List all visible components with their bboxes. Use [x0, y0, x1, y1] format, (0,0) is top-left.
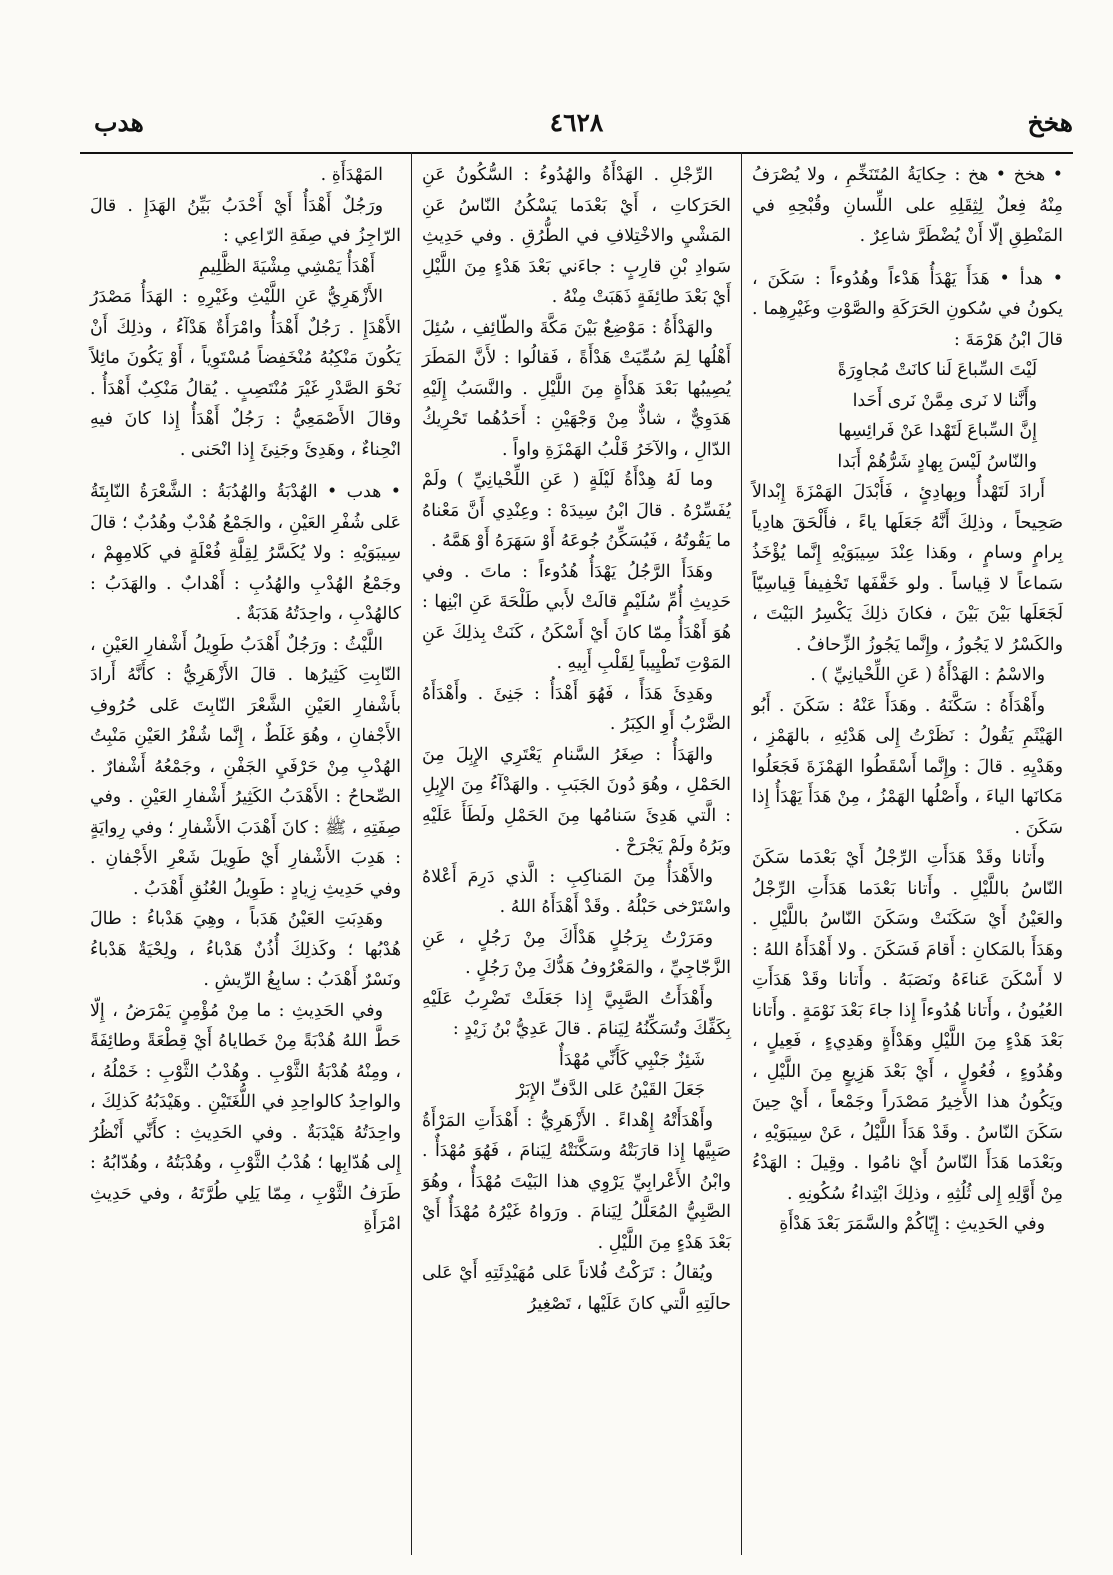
dictionary-entry: • هخخ • هخ : حِكايَةُ المُتَنَخِّمِ ، ولا يُصْرَفُ مِنْهُ فِعلٌ لِثِقَلِهِ على اللِّسانِ وقُبْحِهِ في المَنْطِقِ إلّا أَنْ يُضْطَرَّ شاعِرٌ .: [752, 165, 1063, 246]
column-left: [80, 152, 411, 1555]
verse-line: إِنَّ السِّباعَ لَتَهْدا عَنْ فَرائِسِها: [838, 421, 1037, 441]
paragraph: وهَدَأَ الرَّجُلُ يَهْدَأُ هُدُوءاً : ماتَ . وفي حَدِيثِ أُمِّ سُلَيْمٍ قالَتْ لأَبي طَلْحَةَ عَنِ ابْنِها : هُوَ أَهْدَأُ مِمّا كانَ أَيْ أَسْكَنُ ، كَنَتْ بِذلِكَ عَنِ المَوْتِ تَطْيِيباً لِقَلْبِ أَبِيهِ .: [422, 561, 731, 673]
dictionary-entry: • هدأ • هَدَأَ يَهْدَأُ هَدْءاً وهُدُوءاً : سَكَنَ ، يكونُ في سُكونِ الحَرَكَةِ والصَّوْتِ وغَيْرِهِما . قالَ ابْنُ هَرْمَةَ :: [752, 268, 1063, 350]
paragraph: أَرادَ لَتَهْدأُ وبِهادِئٍ ، فَأَبْدَلَ الهَمْزَةَ إِبْدالاً صَحِيحاً ، وذلِكَ أَنَّهُ جَعَلَها ياءً ، فأَلْحَقَ هادِياً بِرامٍ وسامٍ ، وهَذا عِنْدَ سِيبَوَيْهِ إِنَّما يُؤْخَذُ سَماعاً لا قِياساً . ولو خَفَّفَها تَخْفِيفاً قِياسِيّاً لَجَعَلَها بَيْنَ بَيْنَ ، فكانَ ذلِكَ يَكْسِرُ البَيْتَ ، والكَسْرُ لا يَجُوزُ ، وإِنَّما يَجُوزُ الزِّحافُ .: [752, 482, 1063, 655]
header-left-word: هدب: [94, 108, 144, 137]
text-columns: [80, 152, 1073, 1555]
paragraph: والأَهْدَأُ مِنَ المَناكِبِ : الَّذي دَرِمَ أَعْلاهُ واسْتَرْخى حَبْلُهُ . وقَدْ أَهْدَأَهُ اللهُ .: [422, 866, 731, 917]
paragraph: المَهْدَأَةِ .: [320, 165, 383, 185]
verse-line: لَيْتَ السِّباعَ لَنا كانَتْ مُجاوِرَةً: [837, 360, 1037, 380]
verse-line: جَعَلَ القَيْنُ عَلى الدَّفِّ الإِبَرْ: [516, 1080, 705, 1100]
paragraph: وفي الحَدِيثِ : إِيّاكُمْ والسَّمَرَ بَعْدَ هَدْأَةِ: [779, 1214, 1045, 1234]
column-middle: [411, 152, 742, 1555]
paragraph: ورَجُلٌ أَهْدَأُ أَيْ أَحْدَبُ بَيِّنُ الهَدَإِ . قالَ الرّاجِزُ في صِفَةِ الرّاعِي :: [90, 195, 401, 246]
paragraph: وأَهْدَأَتُ الصَّبِيَّ إِذا جَعَلَتْ تَضْرِبُ عَلَيْهِ بِكَفِّكَ وتُسَكِّنُهُ لِيَنامَ . قالَ عَدِيُّ بْنُ زَيْدٍ :: [422, 988, 731, 1039]
paragraph: والهَدَأُ : صِغَرُ السَّنامِ يَعْتَرِي الإِبِلَ مِنَ الحَمْلِ ، وهُوَ دُونَ الجَبَبِ . والهَدْآءُ مِنَ الإِبِلِ : الَّتي هَدِئَ سَنامُها مِنَ الحَمْلِ ولَطَأَ عَلَيْهِ وبَرُهُ ولَمْ يَجْرَحْ .: [422, 744, 731, 856]
paragraph: اللَّيْثُ : ورَجُلٌ أَهْدَبُ طَوِيلُ أَشْفارِ العَيْنِ ، النّابِتِ كَثِيرُها . قالَ الأَزْهَرِيُّ : كأَنَّهُ أَرادَ بأَشْفارِ العَيْنِ الشَّعْرَ النّابِتَ عَلى حُرُوفِ الأَجْفانِ ، وهُوَ غَلَطٌ ، إِنَّما شُفْرُ العَيْنِ مَنْبِتُ الهُدْبِ مِنْ حَرْفَيِ الجَفْنِ ، وجَمْعُهُ أَشْفارٌ . الصِّحاحُ : الأَهْدَبُ الكَثِيرُ أَشْفارِ العَيْنِ . وفي صِفَتِهِ ، ﷺ : كانَ أَهْدَبَ الأَشْفارِ ؛ وفي رِوايَةٍ : هَدِبَ الأَشْفارِ أَيْ طَوِيلَ شَعْرِ الأَجْفانِ . وفي حَدِيثِ زِيادٍ : طَوِيلُ العُنُقِ أَهْدَبُ .: [90, 634, 401, 899]
paragraph: والاسْمُ : الهَدْأَةُ ( عَنِ اللِّحْيانِيِّ ) .: [810, 665, 1045, 685]
paragraph: وفي الحَدِيثِ : ما مِنْ مُؤْمِنٍ يَمْرَضُ ، إِلّا حَطَّ اللهُ هُدْبَةً مِنْ خَطاياهُ أَيْ قِطْعَةً وطائِفَةً ، ومِنْهُ هُدْبَةُ الثَّوْبِ . وهُدْبُ الثَّوْبِ : خَمْلُهُ ، والواحِدُ كالواحِدِ في اللُّغَتَيْنِ . وهَيْدَبُهُ كَذلِكَ ، واحِدَتُهُ هَيْدَبَةٌ . وفي الحَدِيثِ : كأَنِّي أَنْظُرُ إِلى هُدّابِها ؛ هُدْبُ الثَّوْبِ ، وهُدْبَتُهُ ، وهُدّابُهُ : طَرَفُ الثَّوْبِ ، مِمّا يَلِي طُرَّتَهُ ، وفي حَدِيثِ امْرَأَةِ: [90, 1000, 401, 1234]
paragraph: وأَهْدَأَتْهُ إِهْداءً . الأَزْهَرِيُّ : أَهْدَأَتِ المَرْأَةُ صَبِيَّها إِذا قارَبَتْهُ وسَكَّنَتْهُ لِيَنامَ ، فَهُوَ مُهْدَأٌ . وابْنُ الأَعْرابِيِّ يَرْوِي هذا البَيْتَ مُهْدَأٌ ، وهُوَ الصَّبِيُّ المُعَلَّلُ لِيَنامَ . ورَواهُ غَيْرُهُ مُهْدَأٌ أَيْ بَعْدَ هَدْءٍ مِنَ اللَّيْلِ .: [422, 1110, 731, 1253]
verse-line: وأَنَّنا لا نَرى مِمَّنْ نَرى أَحَدا: [852, 390, 1037, 411]
paragraph: الأَزْهَرِيُّ عَنِ اللَّيْثِ وغَيْرِهِ : الهَدَأُ مَصْدَرُ الأَهْدَإِ . رَجُلٌ أَهْدَأُ وامْرَأَةٌ هَدْآءُ ، وذلِكَ أَنْ يَكُونَ مَنْكِبُهُ مُنْخَفِضاً مُسْتَوِياً ، أَوْ يَكُونَ مائِلاً نَحْوَ الصَّدْرِ غَيْرَ مُنْتَصِبٍ . يُقالُ مَنْكِبٌ أَهْدَأُ . وقالَ الأَصْمَعِيُّ : رَجُلٌ أَهْدَأُ إِذا كانَ فيهِ انْحِناءٌ ، وهَدِئَ وجَنِئَ إِذا انْحَنى .: [90, 287, 401, 460]
paragraph: وهَدِئَ هَدَأً ، فَهُوَ أَهْدَأُ : جَنِئَ . وأَهْدَأَهُ الضَّرْبُ أَوِ الكِبَرُ .: [422, 683, 731, 734]
paragraph: الرِّجْلِ . الهَدْأَةُ والهُدُوءُ : السُّكُونُ عَنِ الحَرَكاتِ ، أَيْ بَعْدَما يَسْكُنُ النّاسُ عَنِ المَشْيِ والاخْتِلافِ في الطُّرُقِ . وفي حَدِيثِ سَوادِ بْنِ قارِبٍ : جاءَني بَعْدَ هَدْءٍ مِنَ اللَّيْلِ أَيْ بَعْدَ طائِفَةٍ ذَهَبَتْ مِنْهُ .: [422, 165, 731, 307]
page-header: [80, 108, 1073, 154]
dictionary-entry: • هدب • الهُدْبَةُ والهُدُبَةُ : الشَّعْرَةُ النّابِتَةُ عَلى شُفْرِ العَيْنِ ، والجَمْعُ هُدْبٌ وهُدُبٌ ؛ قالَ سِيبَوَيْهِ : ولا يُكَسَّرُ لِقِلَّةِ فُعْلَةٍ في كَلامِهِمْ ، وجَمْعُ الهُدْبِ والهُدُبِ : أَهْدابٌ . والهَدَبُ : كالهُدْبِ ، واحِدَتُهُ هَدَبَةٌ .: [90, 482, 401, 624]
paragraph: ومَرَرْتُ بِرَجُلٍ هَدْأَكَ مِنْ رَجُلٍ ، عَنِ الزَّجّاجِيِّ ، والمَعْرُوفُ هَدُّكَ مِنْ رَجُلٍ .: [422, 927, 731, 978]
paragraph: وأَهْدَأَهُ : سَكَّنَهُ . وهَدَأَ عَنْهُ : سَكَنَ . أَبُو الهَيْثَمِ يَقُولُ : نَظَرْتُ إِلى هَدْئِهِ ، بالهَمْزِ ، وهَدْيِهِ . قالَ : وإِنَّما أَسْقَطُوا الهَمْزَةَ فَجَعَلُوا مَكانَها الياءَ ، وأَصْلُها الهَمْزُ ، مِنْ هَدَأَ يَهْدَأُ إِذا سَكَنَ .: [752, 695, 1063, 838]
verse-line: أَهْدَأُ يَمْشِي مِشْيَةَ الظَّلِيمِ: [199, 256, 375, 277]
paragraph: وما لَهُ هِدْأَةُ لَيْلَةٍ ( عَنِ اللِّحْيانِيِّ ) ولَمْ يُفَسِّرْهُ . قالَ ابْنُ سِيدَهْ : وعِنْدِي أَنَّ مَعْناهُ ما يَقُوتُهُ ، فَيُسَكِّنُ جُوعَهُ أَوْ سَهَرَهُ أَوْ هَمَّهُ .: [422, 470, 731, 551]
verse-line: والنّاسُ لَيْسَ بِهادٍ شَرُّهُمْ أَبَدا: [837, 451, 1037, 472]
paragraph: وأَتانا وقَدْ هَدَأَتِ الرِّجْلُ أَيْ بَعْدَما سَكَنَ النّاسُ باللَّيْلِ . وأَتانا بَعْدَما هَدَأَتِ الرِّجْلُ والعَيْنُ أَيْ سَكَنَتْ وسَكَنَ النّاسُ باللَّيْلِ . وهَدَأَ بالمَكانِ : أَقامَ فَسَكَنَ . ولا أَهْدَأَهُ اللهُ : لا أَسْكَنَ عَناءَهُ ونَصَبَهُ . وأَتانا وقَدْ هَدَأَتِ العُيُونُ ، وأَتانا هُدُوءاً إِذا جاءَ بَعْدَ نَوْمَةٍ . وأَتانا بَعْدَ هَدْءٍ مِنَ اللَّيْلِ وهَدْأَةٍ وهَدِيءٍ ، فَعِيلٍ ، وهُدُوءٍ ، فُعُولٍ ، أَيْ بَعْدَ هَزِيعٍ مِنَ اللَّيْلِ ، ويَكُونُ هذا الأَخِيرُ مَصْدَراً وجَمْعاً ، أَيْ حِينَ سَكَنَ النّاسُ . وقَدْ هَدَأَ اللَّيْلُ ، عَنْ سِيبَوَيْهِ ، وبَعْدَما هَدَأَ النّاسُ أَيْ نامُوا . وقِيلَ : الهَدْءُ مِنْ أَوَّلِهِ إِلى ثُلُثِهِ ، وذلِكَ ابْتِداءُ سُكُونِهِ .: [752, 848, 1063, 1204]
column-right: [742, 152, 1073, 1555]
paragraph: ويُقالُ : تَرَكْتُ فُلاناً عَلى مُهَيْدِئَتِهِ أَيْ عَلى حالَتِهِ الَّتي كانَ عَلَيْها ، تَصْغِيرُ: [422, 1263, 731, 1314]
page-number: ٤٦٢٨: [549, 108, 604, 137]
header-right-word: هخخ: [1027, 108, 1073, 137]
verse-line: شَئِزٌ جَنْبِي كَأَنِّي مُهْدَأٌ: [559, 1049, 705, 1070]
paragraph: والهَدْأَةُ : مَوْضِعٌ بَيْنَ مَكَّةَ والطّائِفِ ، سُئِلَ أَهْلُها لِمَ سُمِّيَتْ هَدْأَةً ، فَقالُوا : لأَنَّ المَطَرَ يُصِيبُها بَعْدَ هَدْأَةٍ مِنَ اللَّيْلِ . والنَّسَبُ إِلَيْهِ هَدَوِيٌّ ، شاذٌّ مِنْ وَجْهَيْنِ : أَحَدُهُما تَحْرِيكُ الدّالِ ، والآخَرُ قَلْبُ الهَمْزَةِ واواً .: [422, 317, 731, 460]
paragraph: وهَدِبَتِ العَيْنُ هَدَباً ، وهِيَ هَدْباءُ : طالَ هُدْبُها ؛ وكَذلِكَ أُذُنٌ هَدْباءُ ، ولِحْيَةٌ هَدْباءُ ونَسْرٌ أَهْدَبُ : سابِغُ الرِّيشِ .: [90, 909, 401, 990]
